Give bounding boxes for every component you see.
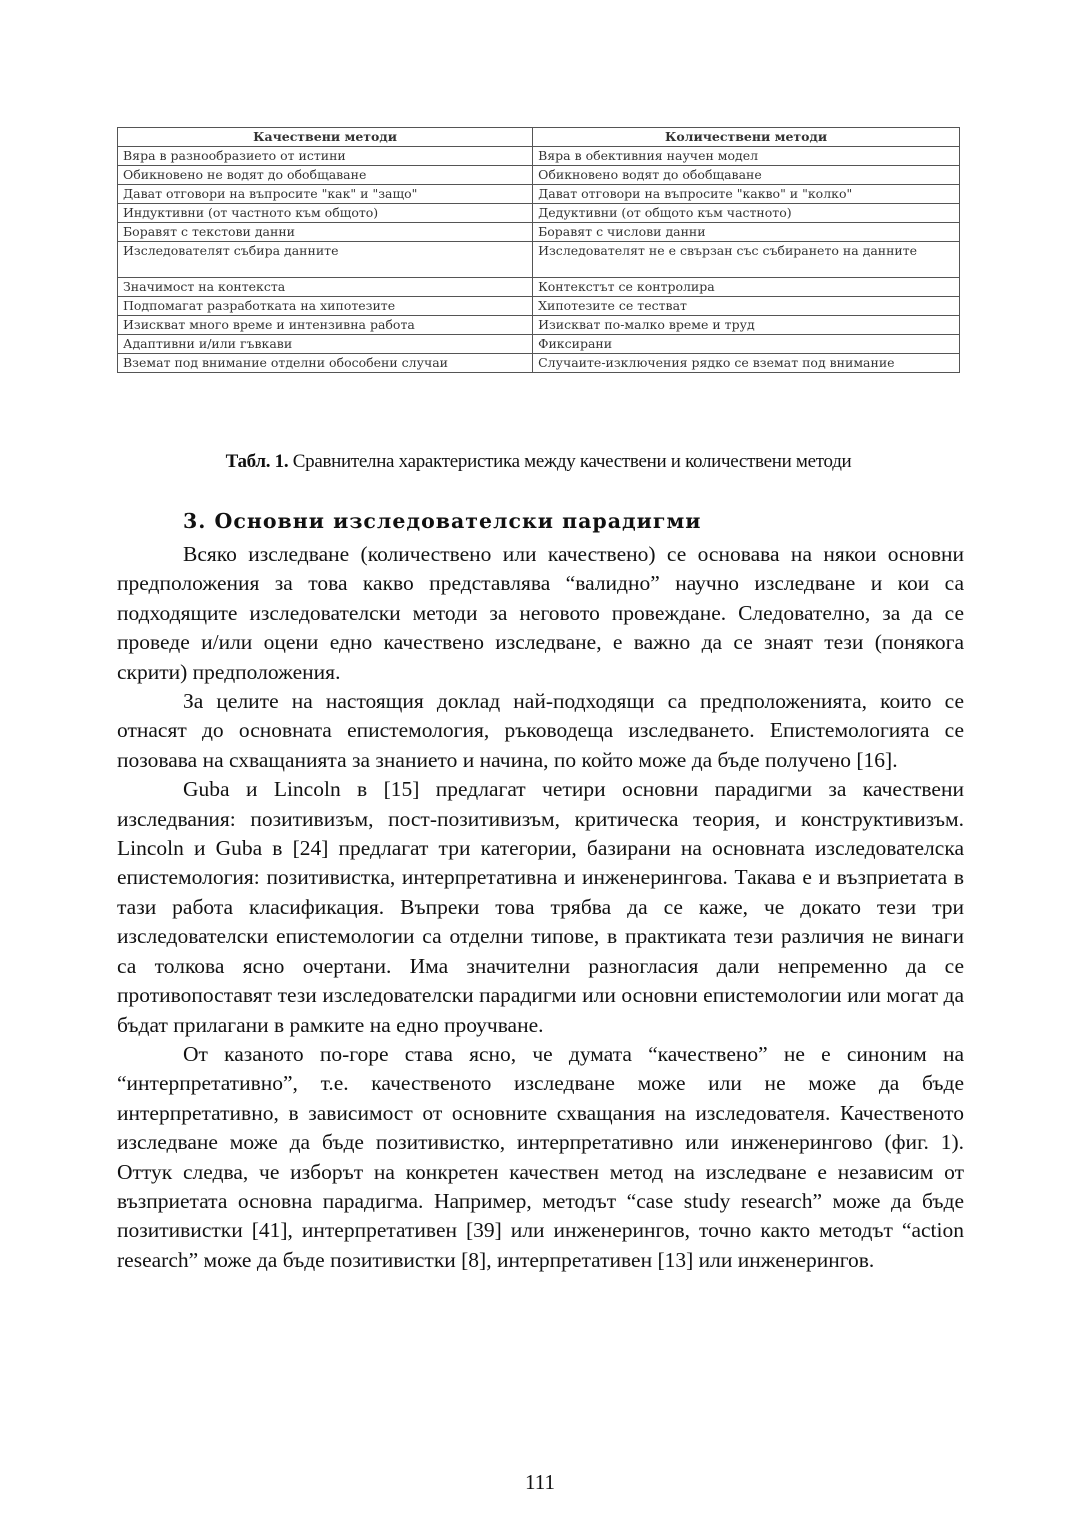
table-cell: Вземат под внимание отделни обособени случаи xyxy=(118,354,533,373)
table-cell: Изследователят събира данните xyxy=(118,242,533,278)
table-caption xyxy=(117,451,960,473)
paragraph: Guba и Lincoln в [15] предлагат четири основни парадигми за качествени изследвания: позитивизъм, пост-позитивизъм, критическа теория, и конструктивизъм. Lincoln и Guba в [24] предлагат три категории, базирани на основната изследователска епистемология: позитивистка, интерпретативна и инженерингова. Такава е и възприетата в тази работа класификация. Въпреки това трябва да се каже, че докато тези три изследователски епистемологии са отделни типове, в практиката тези различия не винаги са толкова ясно очертани. Има значителни разногласия дали непременно да се противопоставят тези изследователски парадигми или основни епистемологии или могат да бъдат прилагани в рамките на едно проучване. xyxy=(117,777,964,1037)
table-caption-label: Табл. 1. xyxy=(225,451,289,472)
table-cell: Контекстът се контролира xyxy=(533,278,960,297)
table-row xyxy=(118,223,960,242)
paragraph: За целите на настоящия доклад най-подходящи са предположенията, които се отнасят до основната епистемология, ръководеща изследването. Епистемологията се позовава на схващанията за знанието и начина, по който може да бъде получено [16]. xyxy=(117,689,964,772)
table-row xyxy=(118,354,960,373)
table-row xyxy=(118,204,960,223)
table-header-quantitative: Количествени методи xyxy=(533,128,960,147)
table-row xyxy=(118,278,960,297)
table-cell: Вяра в разнообразието от истини xyxy=(118,147,533,166)
table-row xyxy=(118,242,960,278)
table-cell: Изискват много време и интензивна работа xyxy=(118,316,533,335)
table-cell: Хипотезите се тестват xyxy=(533,297,960,316)
table-cell: Изследователят не е свързан със събирането на данните xyxy=(533,242,960,278)
table-cell: Фиксирани xyxy=(533,335,960,354)
page-number: 111 xyxy=(525,1470,555,1494)
table-cell: Подпомагат разработката на хипотезите xyxy=(118,297,533,316)
table-cell: Дават отговори на въпросите "как" и "защо" xyxy=(118,185,533,204)
comparison-table xyxy=(117,127,960,373)
table-row xyxy=(118,316,960,335)
table-cell: Боравят с текстови данни xyxy=(118,223,533,242)
table-cell: Индуктивни (от частното към общото) xyxy=(118,204,533,223)
paragraph: От казаното по-горе става ясно, че думата “качествено” не е синоним на “интерпретативно”, т.е. качественото изследване може или не може да бъде интерпретативно, в зависимост от основните схващания на изследователя. Качественото изследване може да бъде позитивистко, интерпретативно или инженерингово (фиг. 1). Оттук следва, че изборът на конкретен качествен метод на изследване е независим от възприетата основна парадигма. Например, методът “case study research” може да бъде позитивистки [41], интерпретативен [39] или инженерингов, точно както методът “action research” може да бъде позитивистки [8], интерпретативен [13] или инженерингов. xyxy=(117,1041,964,1272)
table-cell: Дедуктивни (от общото към частното) xyxy=(533,204,960,223)
table-cell: Боравят с числови данни xyxy=(533,223,960,242)
table-row xyxy=(118,297,960,316)
paragraph: Всяко изследване (количествено или качествено) се основава на някои основни предположения за това какво представлява “валидно” научно изследване и кои са подходящите изследователски методи за неговото провеждане. Следователно, за да се проведе и/или оцени едно качествено изследване, е важно да се знаят тези (понякога скрити) предположения. xyxy=(117,542,964,684)
table-cell: Вяра в обективния научен модел xyxy=(533,147,960,166)
table-caption-text: Сравнителна характеристика между качествени и количествени методи xyxy=(288,451,852,472)
table-cell: Обикновено водят до обобщаване xyxy=(533,166,960,185)
table-row xyxy=(118,335,960,354)
table-row xyxy=(118,185,960,204)
table-cell: Обикновено не водят до обобщаване xyxy=(118,166,533,185)
comparison-table-container xyxy=(117,127,960,373)
table-cell: Случаите-изключения рядко се вземат под внимание xyxy=(533,354,960,373)
table-cell: Значимост на контекста xyxy=(118,278,533,297)
table-row xyxy=(118,166,960,185)
table-cell: Дават отговори на въпросите "какво" и "колко" xyxy=(533,185,960,204)
table-cell: Адаптивни и/или гъвкави xyxy=(118,335,533,354)
body-text xyxy=(117,540,964,1275)
section-heading: 3. Основни изследователски парадигми xyxy=(183,509,702,533)
table-header-row xyxy=(118,128,960,147)
table-row xyxy=(118,147,960,166)
table-cell: Изискват по-малко време и труд xyxy=(533,316,960,335)
table-header-qualitative: Качествени методи xyxy=(118,128,533,147)
